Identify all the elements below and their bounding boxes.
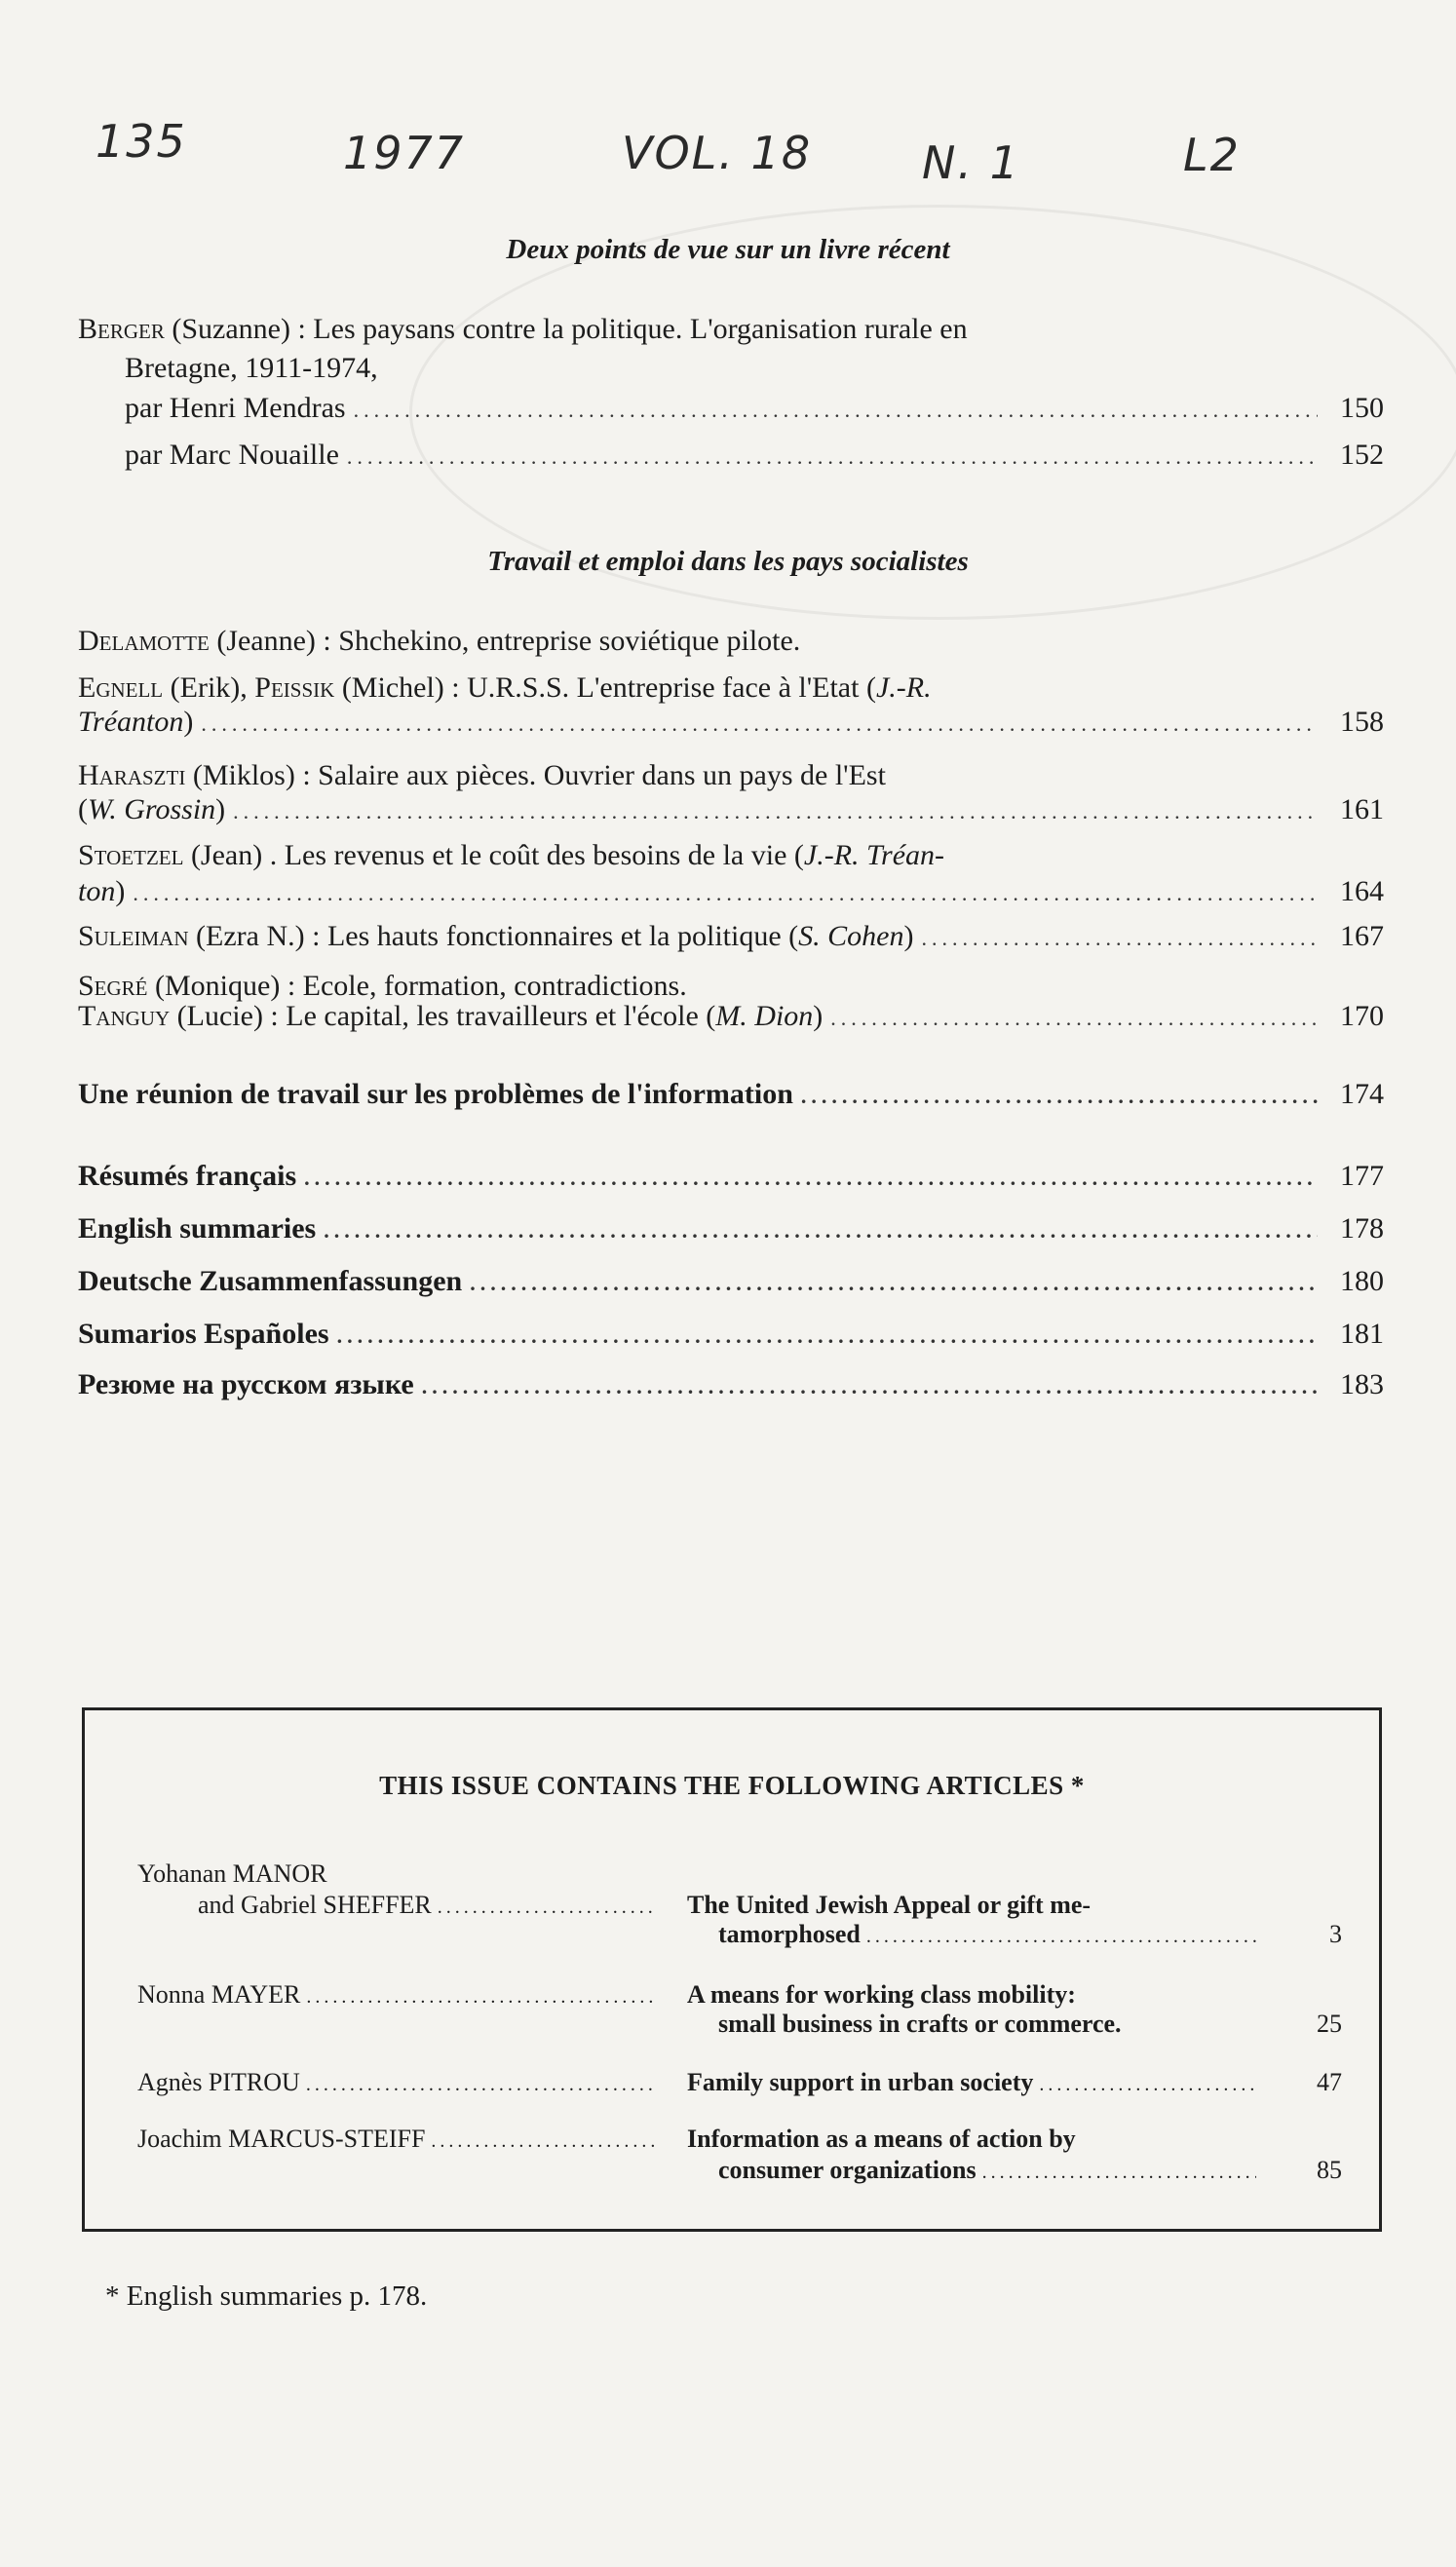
article-title-line2: tamorphosed ..... xyxy=(687,1919,1262,1952)
article-author-row: Nonna MAYER ..... xyxy=(137,1979,664,2012)
dot-leader xyxy=(921,926,1318,951)
article-page: 85 xyxy=(1317,2156,1342,2184)
article-title-row: Family support in urban society ..... xyxy=(687,2067,1262,2100)
author-name: Egnell xyxy=(78,671,164,704)
entry-text: Резюме на русском языке xyxy=(78,1368,414,1400)
review-mendras xyxy=(125,392,1384,431)
article-author: Yohanan MANOR xyxy=(137,1859,327,1888)
entry-stoetzel-line2: ton) ..... 164 xyxy=(78,875,1384,914)
dot-leader xyxy=(431,2126,658,2157)
review-text: par Henri Mendras xyxy=(125,392,346,424)
entry-text: Deutsche Zusammenfassungen xyxy=(78,1265,463,1297)
review-text: par Marc Nouaille xyxy=(125,439,339,471)
entry-haraszti-line2: (W. Grossin) ..... 161 xyxy=(78,793,1384,832)
entry-egnell-line2: Tréanton) ..... 158 xyxy=(78,706,1384,745)
dot-leader xyxy=(830,1006,1318,1031)
reviewer-name: S. Cohen xyxy=(798,920,904,952)
dot-leader xyxy=(201,711,1318,737)
entry-text: English summaries xyxy=(78,1212,317,1245)
entry-delamotte xyxy=(78,622,1384,661)
section-title-deux-points: Deux points de vue sur un livre récent xyxy=(506,234,950,265)
entry-text: (Erik), xyxy=(163,671,255,704)
entry-berger xyxy=(78,310,1384,349)
entry-stoetzel xyxy=(78,836,1384,875)
author-name: Haraszti xyxy=(78,759,186,791)
dot-leader xyxy=(470,1271,1318,1296)
dot-leader xyxy=(306,1981,658,2012)
dot-leader xyxy=(354,398,1318,423)
annotation-volume: VOL. 18 xyxy=(622,127,813,179)
annotation-issue: N. 1 xyxy=(922,136,1020,189)
dot-leader xyxy=(324,1218,1318,1244)
author-name: Tanguy xyxy=(78,1000,171,1032)
page-number: 170 xyxy=(1340,1000,1384,1032)
entry-reunion xyxy=(78,1078,1384,1117)
article-title: The United Jewish Appeal or gift me- xyxy=(687,1891,1092,1919)
author-name: Berger xyxy=(78,313,165,345)
dot-leader xyxy=(233,799,1318,824)
article-title: Information as a means of action by xyxy=(687,2125,1076,2153)
reviewer-name: Tréanton xyxy=(78,706,184,738)
page-number: 161 xyxy=(1340,793,1384,825)
page-number: 164 xyxy=(1340,875,1384,907)
entry-text: (Miklos) : Salaire aux pièces. Ouvrier dans un pays de l'Est xyxy=(185,759,886,791)
entry-tanguy: Tanguy (Lucie) : Le capital, les travailleurs et l'école (M. Dion) ..... 170 xyxy=(78,1000,1384,1039)
page-number: 152 xyxy=(1340,439,1384,471)
page-number: 178 xyxy=(1340,1212,1384,1245)
review-nouaille xyxy=(125,439,1384,478)
entry-text: (Jeanne) : Shchekino, entreprise soviétique pilote. xyxy=(209,625,801,657)
entry-resumes xyxy=(78,1160,1384,1199)
article-author-row: Agnès PITROU ..... xyxy=(137,2067,664,2100)
article-author-row: Joachim MARCUS-STEIFF ..... xyxy=(137,2124,664,2157)
entry-suleiman: Suleiman (Ezra N.) : Les hauts fonctionnaires et la politique (S. Cohen) ..... 167 xyxy=(78,920,1384,959)
page-number: 174 xyxy=(1340,1078,1384,1110)
dot-leader xyxy=(422,1374,1318,1399)
author-name: Segré xyxy=(78,970,148,1002)
dot-leader xyxy=(306,2069,658,2100)
article-page: 47 xyxy=(1317,2068,1342,2096)
page-number: 150 xyxy=(1340,392,1384,424)
dot-leader xyxy=(1039,2069,1256,2100)
reviewer-name: J.-R. Tréan- xyxy=(803,839,945,871)
entry-text: Une réunion de travail sur les problèmes de l'information xyxy=(78,1078,793,1110)
entry-english-summaries xyxy=(78,1212,1384,1251)
page-number: 183 xyxy=(1340,1368,1384,1400)
dot-leader xyxy=(982,2157,1256,2188)
page-number: 181 xyxy=(1340,1318,1384,1350)
article-author-line2: and Gabriel SHEFFER ..... xyxy=(137,1890,664,1923)
page-number: 167 xyxy=(1340,920,1384,952)
page-number: 180 xyxy=(1340,1265,1384,1297)
entry-egnell xyxy=(78,669,1384,708)
dot-leader xyxy=(133,881,1318,906)
section-title-travail: Travail et emploi dans les pays socialistes xyxy=(487,546,969,577)
entry-haraszti xyxy=(78,756,1384,795)
page-number: 177 xyxy=(1340,1160,1384,1192)
annotation-number: 135 xyxy=(96,115,187,168)
author-name: Delamotte xyxy=(78,625,210,657)
entry-text: (Suzanne) : Les paysans contre la politique. L'organisation rurale en xyxy=(164,313,968,345)
box-title: THIS ISSUE CONTAINS THE FOLLOWING ARTICLES * xyxy=(379,1771,1085,1800)
author-name: Suleiman xyxy=(78,920,189,952)
article-page: 25 xyxy=(1317,2010,1342,2038)
dot-leader xyxy=(438,1892,658,1923)
entry-text: (Jean) . Les revenus et le coût des besoins de la vie ( xyxy=(183,839,804,871)
entry-deutsche xyxy=(78,1265,1384,1304)
entry-text: (Monique) : Ecole, formation, contradictions. xyxy=(147,970,687,1002)
dot-leader xyxy=(347,444,1318,470)
entry-sumarios xyxy=(78,1318,1384,1357)
articles-box xyxy=(82,1707,1382,2232)
dot-leader xyxy=(866,1921,1256,1952)
page-number: 158 xyxy=(1340,706,1384,738)
entry-berger-line2: Bretagne, 1911-1974, xyxy=(125,352,378,384)
reviewer-name: ton xyxy=(78,875,116,907)
author-name: Stoetzel xyxy=(78,839,184,871)
article-title-line2: small business in crafts or commerce. xyxy=(718,2010,1122,2038)
article-title-line2: consumer organizations ..... xyxy=(687,2155,1262,2188)
annotation-year: 1977 xyxy=(343,127,466,179)
reviewer-name: J.-R. xyxy=(875,671,932,704)
annotation-code: L2 xyxy=(1183,129,1241,181)
footnote: * English summaries p. 178. xyxy=(105,2280,428,2312)
handwritten-annotations xyxy=(0,115,1456,203)
entry-text: Sumarios Españoles xyxy=(78,1318,329,1350)
entry-text: (Michel) : U.R.S.S. L'entreprise face à l'Etat ( xyxy=(334,671,876,704)
reviewer-name: W. Grossin xyxy=(88,793,216,825)
dot-leader xyxy=(337,1323,1318,1349)
article-title: A means for working class mobility: xyxy=(687,1980,1076,2009)
entry-text: Résumés français xyxy=(78,1160,297,1192)
author-name: Peissik xyxy=(254,671,335,704)
dot-leader xyxy=(801,1084,1318,1109)
reviewer-name: M. Dion xyxy=(715,1000,814,1032)
dot-leader xyxy=(304,1166,1318,1191)
article-page: 3 xyxy=(1329,1920,1342,1948)
entry-russian xyxy=(78,1368,1384,1407)
